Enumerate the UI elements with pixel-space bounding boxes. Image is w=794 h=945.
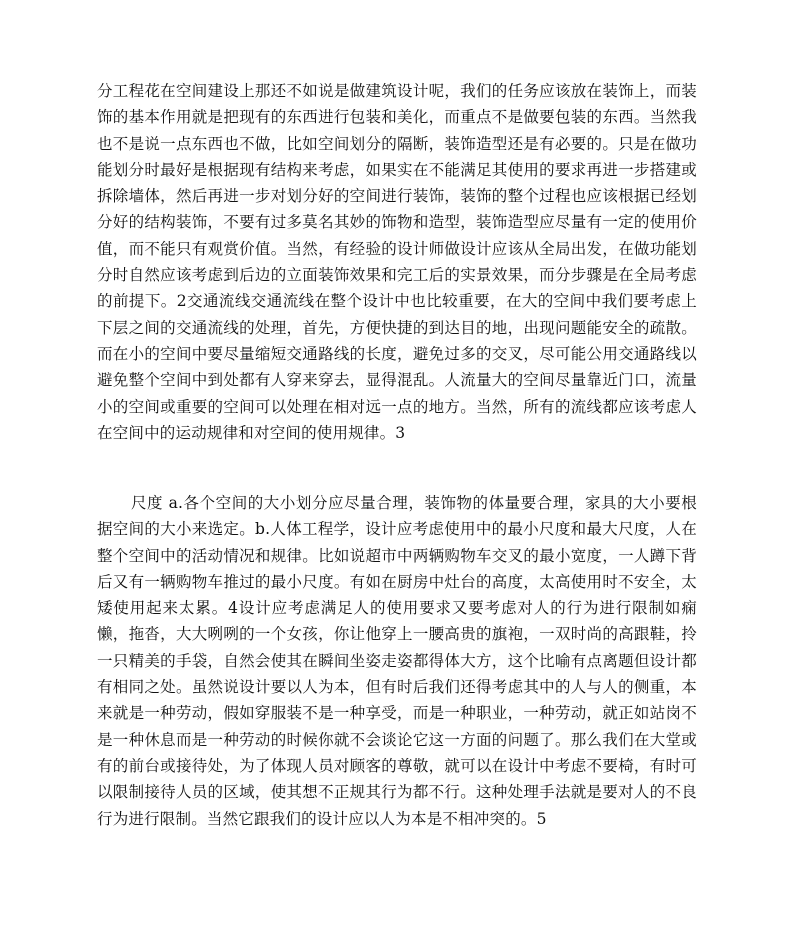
body-paragraph: 尺度 a.各个空间的大小划分应尽量合理，装饰物的体量要合理，家具的大小要根据空间的大小来选定。b.人体工程学，设计应考虑使用中的最小尺度和最大尺度，人在整个空间中的活动情况和规律。比如说超市中两辆购物车交叉的最小宽度，一人蹲下背后又有一辆购物车推过的最小尺度。有如在厨房中灶台的高度，太高使用时不安全，太矮使用起来太累。4设计应考虑满足人的使用要求又要考虑对人的行为进行限制如痫懒，拖沓，大大咧咧的一个女孩，你让他穿上一腰高贵的旗袍，一双时尚的高跟鞋，拎一只精美的手袋，自然会使其在瞬间坐姿走姿都得体大方，这个比喻有点离题但设计都有相同之处。虽然说设计要以人为本，但有时后我们还得考虑其中的人与人的侧重，本来就是一种劳动，假如穿服装不是一种享受，而是一种职业，一种劳动，就正如站岗不是一种休息而是一种劳动的时候你就不会谈论它这一方面的问题了。那么我们在大堂或有的前台或接待处，为了体现人员对顾客的尊敬，就可以在设计中考虑不要椅，有时可以限制接待人员的区域，使其想不正规其行为都不行。这种处理手法就是要对人的不良行为进行限制。当然它跟我们的设计应以人为本是不相冲突的。5 bbox=[97, 494, 697, 828]
body-paragraph: 分工程花在空间建设上那还不如说是做建筑设计呢，我们的任务应该放在装饰上，而装饰的基本作用就是把现有的东西进行包装和美化，而重点不是做要包装的东西。当然我也不是说一点东西也不做，比如空间划分的隔断，装饰造型还是有必要的。只是在做功能划分时最好是根据现有结构来考虑，如果实在不能满足其使用的要求再进一步搭建或拆除墙体，然后再进一步对划分好的空间进行装饰，装饰的整个过程也应该根据已经划分好的结构装饰，不要有过多莫名其妙的饰物和造型，装饰造型应尽量有一定的使用价值，而不能只有观赏价值。当然，有经验的设计师做设计应该从全局出发，在做功能划分时自然应该考虑到后边的立面装饰效果和完工后的实景效果，而分步骤是在全局考虑的前提下。2交通流线交通流线在整个设计中也比较重要，在大的空间中我们要考虑上下层之间的交通流线的处理，首先，方便快捷的到达目的地，出现问题能安全的疏散。而在小的空间中要尽量缩短交通路线的长度，避免过多的交叉，尽可能公用交通路线以避免整个空间中到处都有人穿来穿去，显得混乱。人流量大的空间尽量靠近门口，流量小的空间或重要的空间可以处理在相对远一点的地方。当然，所有的流线都应该考虑人在空间中的运动规律和对空间的使用规律。3 bbox=[97, 82, 697, 442]
